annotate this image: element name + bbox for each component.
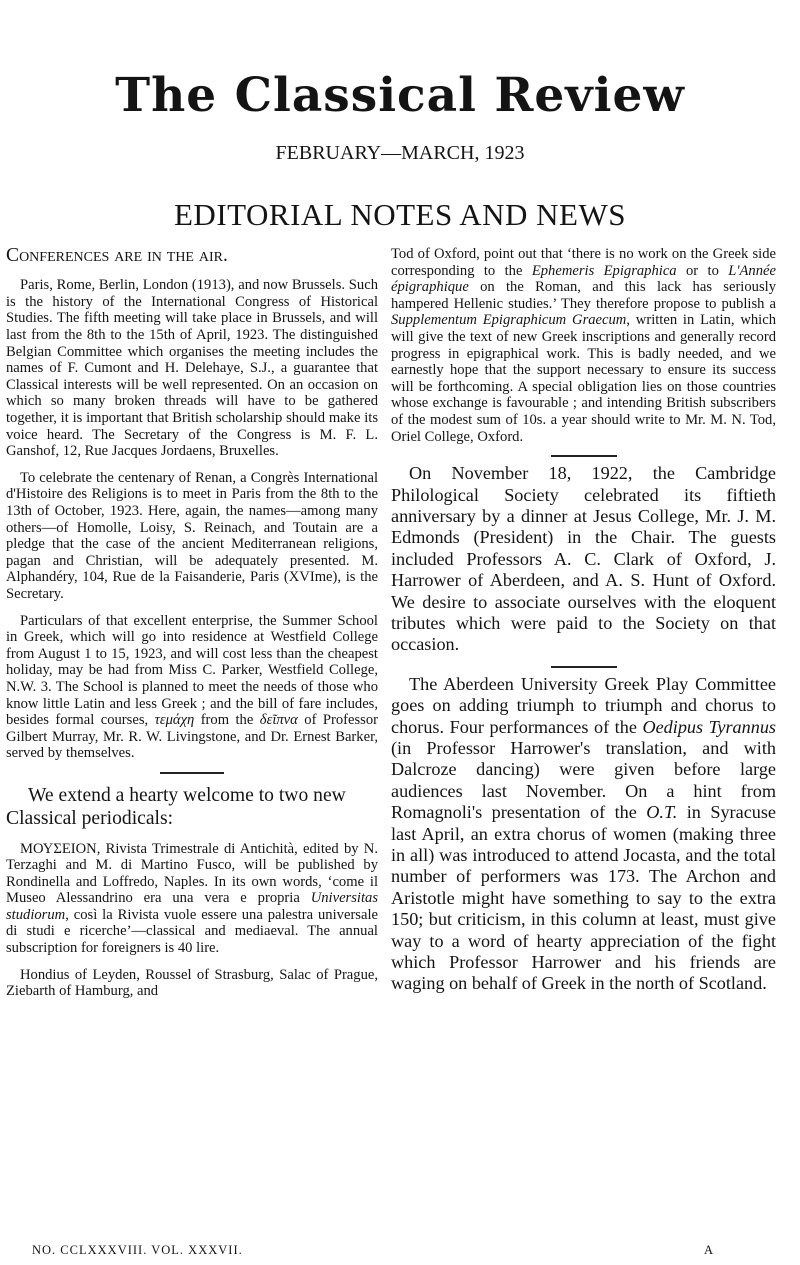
section-title: EDITORIAL NOTES AND NEWS xyxy=(174,197,626,232)
paragraph-aberdeen: The Aberdeen University Greek Play Committee goes on adding triumph to triumph and chorus to chorus. Four performances of the Oedipus Tyrannus (in Professor Harrower's translation, and with Dalcroze dancing) were given before large audiences last November. On a hint from Romagnoli's presentation of the O.T. in Syracuse last April, an extra chorus of women (making three in all) was introduced to attend Jocasta, and the total number of performers was 173. The Archon and Aristotle might have something to say to the extra 150; but criticism, in this column at least, must give way to a word of hearty appreciation of the fight which Professor Harrower and his friends are waging on behalf of Greek in the north of Scotland. xyxy=(391,673,777,994)
conferences-heading: Conferences are in the air. xyxy=(6,245,228,266)
greek-word: δεῖπνα xyxy=(259,712,298,729)
paragraph-congress: Paris, Rome, Berlin, London (1913), and now Brussels. Such is the history of the International Congress of Historical Studies. The fifth meeting will take place in Brussels, and will last from the 8th to the 15th of April, 1923. The distinguished Belgian Committee which organises the meeting includes the names of F. Cumont and H. Delehaye, S.J., a guarantee that Classical interests will be well represented. On an occasion on which so many broken threads will have to be gathered together, it is important that British scholarship should make its voice heard. The Secretary of the Congress is M. F. L. Ganshof, 12, Rue Jacques Jordaens, Bruxelles. xyxy=(6,277,378,460)
issue-number-footer: NO. CCLXXXVIII. VOL. XXXVII. xyxy=(32,1243,243,1257)
greek-word: τεμάχη xyxy=(154,712,195,729)
paragraph-hondius: Hondius of Leyden, Roussel of Strasburg, Salac of Prague, Ziebarth of Hamburg, and xyxy=(6,966,378,1000)
periodicals-heading: We extend a hearty welcome to two new Classical periodicals: xyxy=(6,784,346,830)
left-column xyxy=(6,244,378,1000)
paragraph-renan: To celebrate the centenary of Renan, a Congrès International d'Histoire des Religions is to meet in Paris from the 8th to the 13th of October, 1923. Here, again, the names—among many others—of Homolle, Loisy, S. Reinach, and Toutain are a pledge that the case of the ancient Mediterranean religions, pagan and Christian, will be adequately presented. M. Alphandéry, 104, Rue de la Faisanderie, Paris (XVIme), is the Secretary. xyxy=(6,469,378,602)
issue-date: FEBRUARY—MARCH, 1923 xyxy=(275,142,525,164)
paragraph-epigraphicum: Tod of Oxford, point out that ‘there is no work on the Greek side corresponding to the Ephemeris Epigraphica or to L'Année épigraphique on the Roman, and this lack has seriously hampered Hellenic studies.’ They therefore propose to publish a Supplementum Epigraphicum Graecum, written in Latin, which will give the text of new Greek inscriptions and generally record progress in epigraphical work. This is badly needed, and we earnestly hope that the support necessary to ensure its success will be forthcoming. A special obligation lies on those countries whose exchange is favourable ; and intending British subscribers of the modest sum of 10s. a year should write to Mr. M. N. Tod, Oriel College, Oxford. xyxy=(391,246,777,445)
paragraph-cambridge: On November 18, 1922, the Cambridge Philological Society celebrated its fiftieth anniversary by a dinner at Jesus College, Mr. J. M. Edmonds (President) in the Chair. The guests included Professors A. C. Clark of Oxford, J. Harrower of Aberdeen, and A. S. Hunt of Oxford. We desire to associate ourselves with the eloquent tributes which were paid to the Society on that occasion. xyxy=(391,463,776,655)
signature-mark: A xyxy=(704,1243,714,1257)
paragraph-mouseion: ΜΟΥΣΕΙΟΝ, Rivista Trimestrale di Antichità, edited by N. Terzaghi and M. di Martino Fusco, will be published by Rondinella and Loffredo, Naples. In its own words, ‘come il Museo Alessandrino era una vera e propria Universitas studiorum, così la Rivista vuole essere una palestra universale di studi e ricerche’—classical and mediaeval. The annual subscription for foreigners is 40 lire. xyxy=(6,840,378,957)
journal-title: The Classical Review xyxy=(115,68,685,123)
paragraph-summer-school: Particulars of that excellent enterprise, the Summer School in Greek, which will go into residence at Westfield College from August 1 to 15, 1923, and will cost less than the cheapest holiday, may be had from Miss C. Parker, Westfield College, N.W. 3. The School is planned to meet the needs of those who know little Latin and less Greek ; and the bill of fare includes, besides formal courses, τεμάχη from the δεῖπνα of Professor Gilbert Murray, Mr. R. W. Livingstone, and Dr. Ernest Barker, served by themselves. xyxy=(6,612,379,762)
right-column xyxy=(391,246,776,995)
